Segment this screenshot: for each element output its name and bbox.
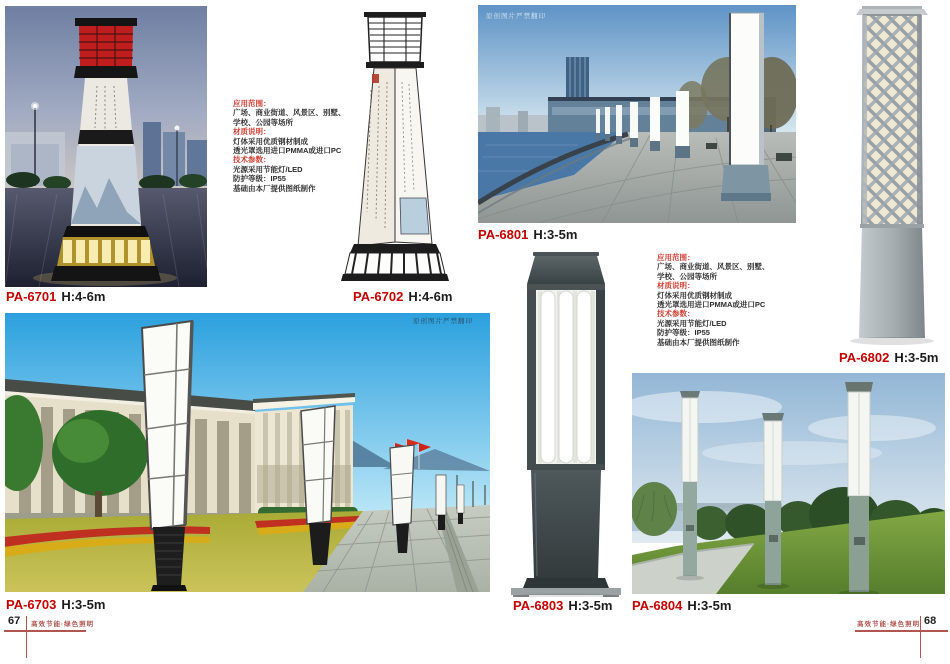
footer-rule-left <box>4 630 86 632</box>
product-label-pa6703 <box>6 597 105 612</box>
spec-application-line: 学校、公园等场所 <box>233 117 293 127</box>
spec-params-line: 防护等级：IP55 <box>657 328 710 338</box>
spec-application-header: 应用范围： <box>233 99 271 108</box>
product-label-pa6802 <box>839 350 938 365</box>
product-code: PA-6801 <box>478 227 529 242</box>
product-height: H:3-5m <box>894 350 939 365</box>
spec-params-line: 光源采用节能灯/LED <box>233 164 303 174</box>
footer-mark-right <box>920 616 921 658</box>
spec-params-header: 技术参数： <box>657 309 695 319</box>
spec-params-line: 防护等级：IP55 <box>233 174 286 184</box>
spec-params-line: 光源采用节能灯/LED <box>657 318 727 328</box>
footer-slogan-left: 高效节能·绿色照明 <box>31 621 95 628</box>
product-height: H:3-5m <box>533 227 578 242</box>
spec-params-header: 技术参数： <box>233 155 271 165</box>
product-code: PA-6701 <box>6 289 57 304</box>
spec-application-line: 广场、商业街道、风景区、别墅、 <box>233 108 346 118</box>
watermark-pa6703: 原创图片严禁翻印 <box>413 318 473 325</box>
spec-application-header: 应用范围： <box>657 253 695 262</box>
product-code: PA-6703 <box>6 597 57 612</box>
page-number-right: 68 <box>924 615 937 627</box>
product-label-pa6804 <box>632 598 731 613</box>
photo-pa6804 <box>632 373 945 594</box>
spec-params-line: 基础由本厂提供图纸制作 <box>657 337 740 347</box>
product-code: PA-6804 <box>632 598 683 613</box>
product-label-pa6801 <box>478 227 577 242</box>
footer-mark-left <box>26 616 27 658</box>
illustration-pa6802 <box>836 4 948 346</box>
photo-pa6801 <box>478 5 796 223</box>
spec-material-line: 透光罩选用进口PMMA或进口PC <box>233 146 342 156</box>
photo-pa6703 <box>5 313 490 592</box>
product-height: H:4-6m <box>408 289 453 304</box>
spec-params-line: 基础由本厂提供图纸制作 <box>233 183 316 193</box>
page-number-left: 67 <box>8 615 21 627</box>
illustration-pa6803 <box>505 251 627 597</box>
product-code: PA-6802 <box>839 350 890 365</box>
product-height: H:3-5m <box>687 598 732 613</box>
watermark-pa6801: 原创图片严禁翻印 <box>486 13 546 20</box>
product-height: H:3-5m <box>568 598 613 613</box>
illustration-pa6702 <box>338 6 452 284</box>
spec-material-header: 材质说明： <box>233 127 271 137</box>
product-height: H:3-5m <box>61 597 106 612</box>
product-height: H:4-6m <box>61 289 106 304</box>
spec-material-line: 灯体采用优质钢材制成 <box>233 136 308 146</box>
spec-application-line: 广场、商业街道、风景区、别墅、 <box>657 262 770 272</box>
product-code: PA-6702 <box>353 289 404 304</box>
spec-material-line: 灯体采用优质钢材制成 <box>657 290 732 300</box>
spec-block-right <box>657 253 770 347</box>
product-label-pa6702 <box>353 289 452 304</box>
product-label-pa6803 <box>513 598 612 613</box>
footer-rule-right <box>855 630 948 632</box>
spec-block-left <box>233 99 346 193</box>
product-label-pa6701 <box>6 289 105 304</box>
photo-pa6701 <box>5 6 207 287</box>
spec-material-header: 材质说明： <box>657 281 695 291</box>
spec-application-line: 学校、公园等场所 <box>657 271 717 281</box>
spec-material-line: 透光罩选用进口PMMA或进口PC <box>657 300 766 310</box>
product-code: PA-6803 <box>513 598 564 613</box>
footer-slogan-right: 高效节能·绿色照明 <box>857 621 921 628</box>
